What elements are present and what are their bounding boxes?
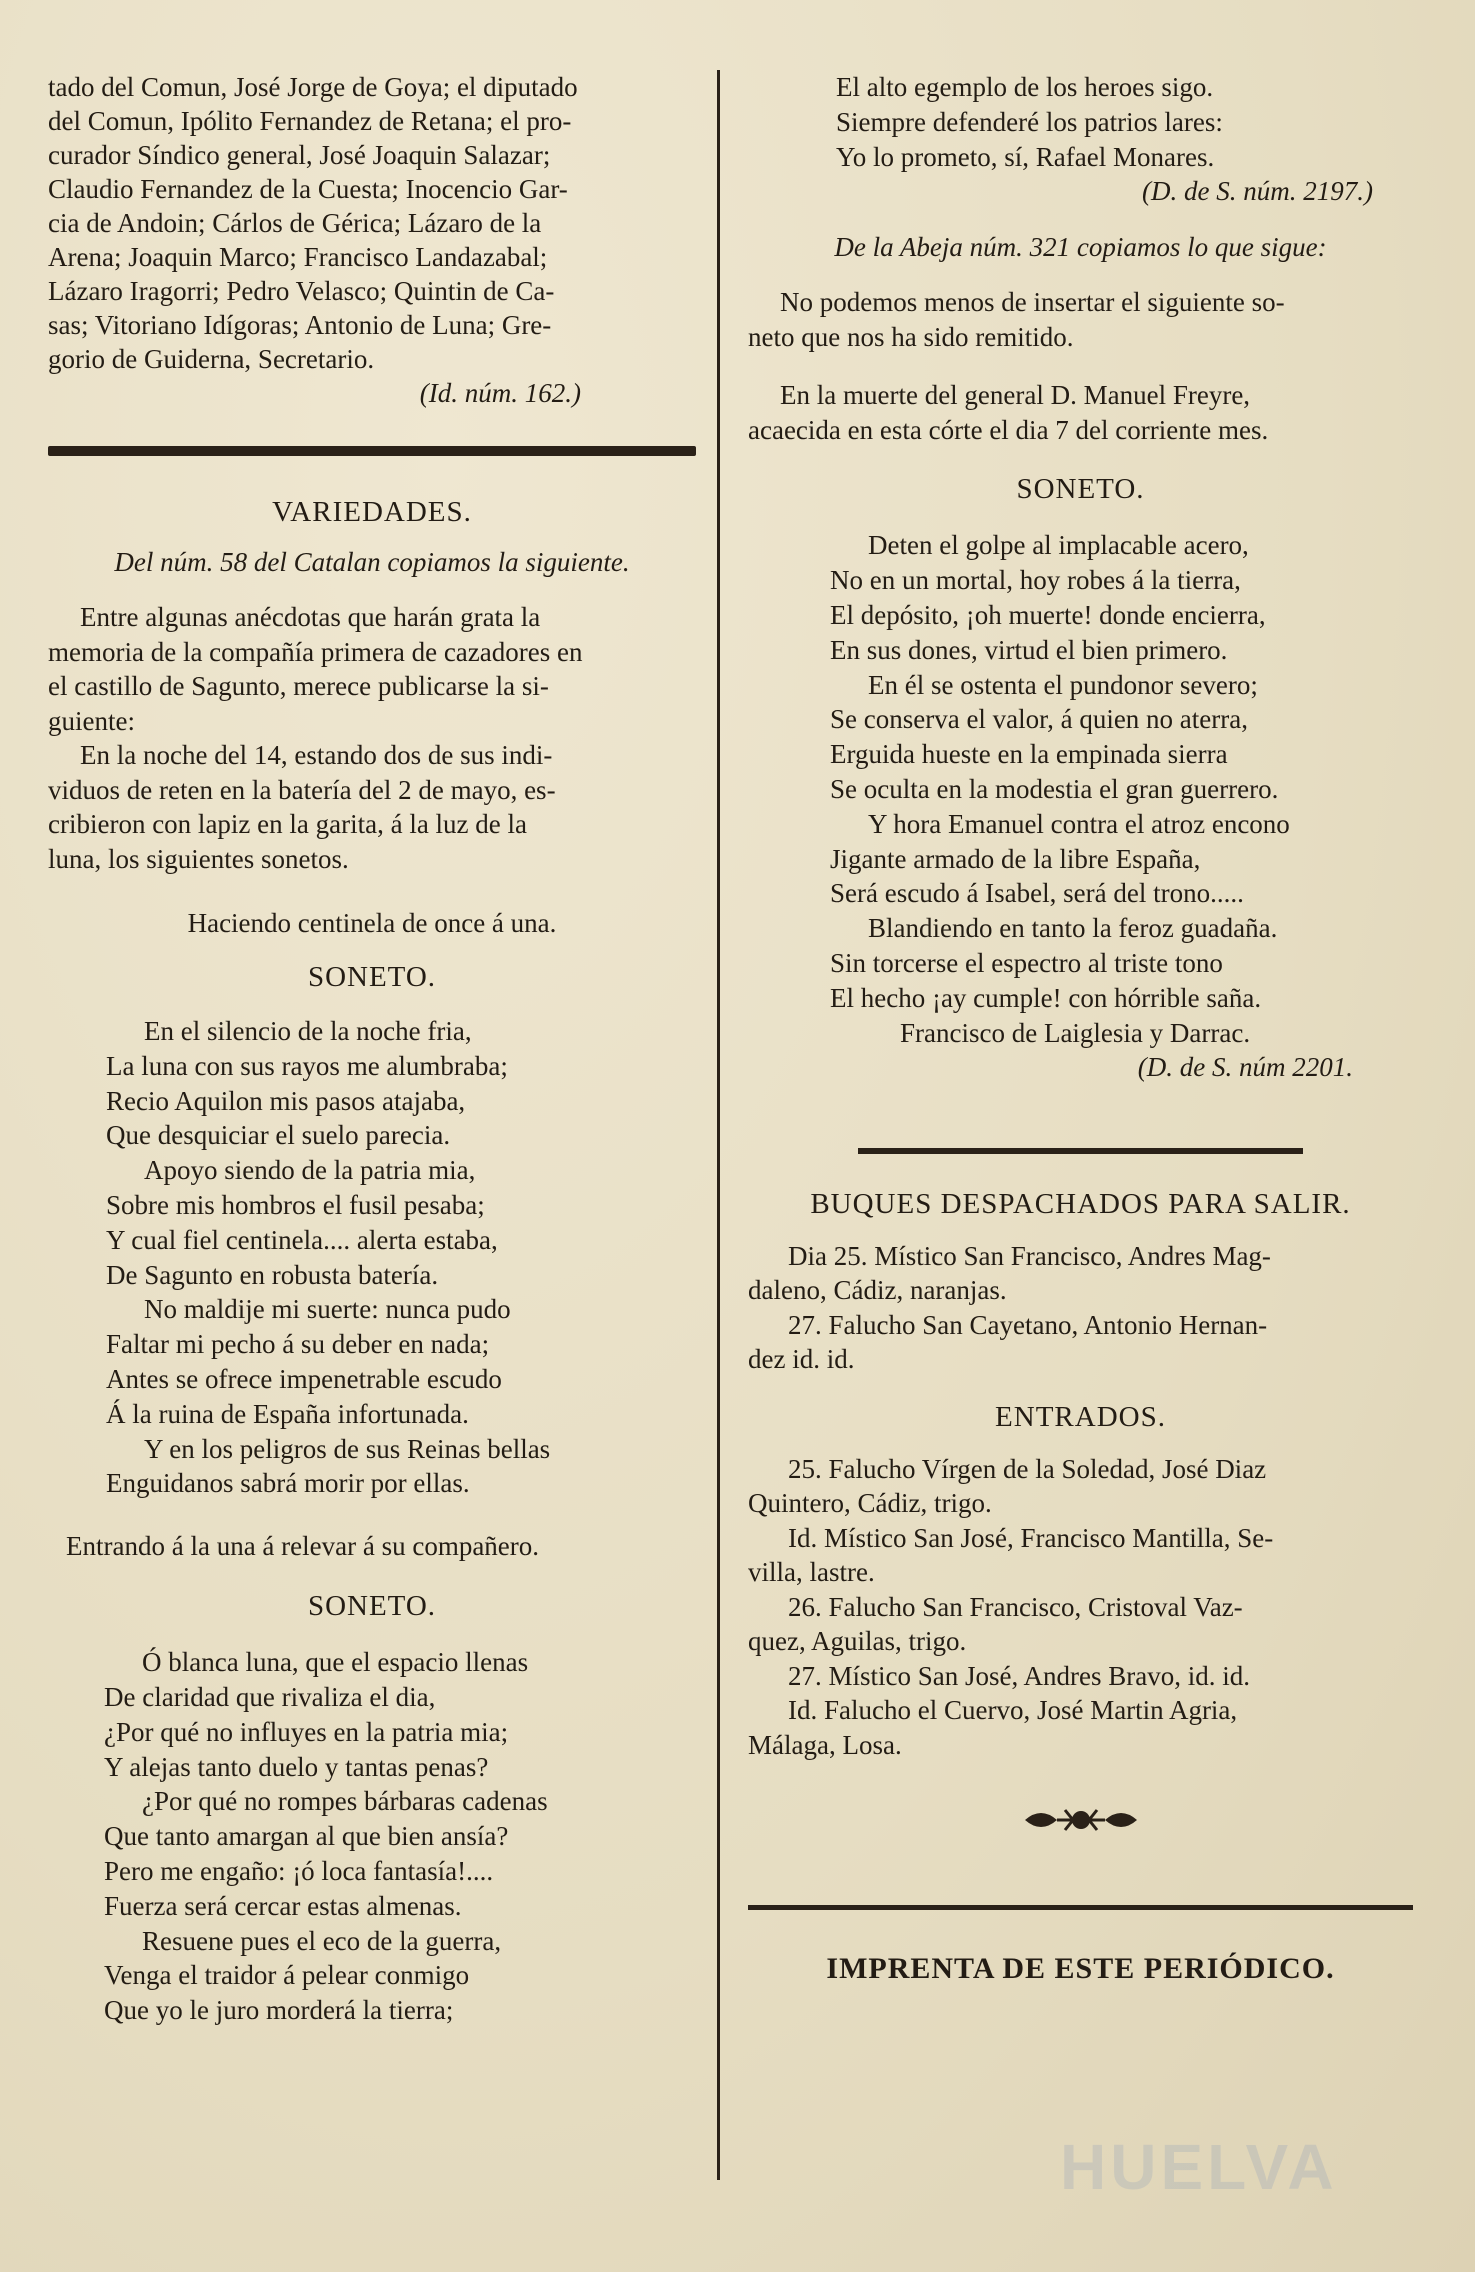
poem-line: Se oculta en la modestia el gran guerrero. xyxy=(830,773,1279,804)
poem-line: ¿Por qué no rompes bárbaras cadenas xyxy=(142,1786,548,1817)
night-paragraph xyxy=(48,738,696,876)
poem-line: Enguidanos sabrá morir por ellas. xyxy=(106,1468,470,1499)
poem-line: Recio Aquilon mis pasos atajaba, xyxy=(106,1085,466,1116)
poem-line: No maldije mi suerte: nunca pudo xyxy=(144,1294,511,1325)
poem-line: Será escudo á Isabel, será del trono..... xyxy=(830,878,1244,909)
poem-line: En sus dones, virtud el bien primero. xyxy=(830,634,1228,665)
text-line: En la noche del 14, estando dos de sus indi- xyxy=(80,740,553,770)
poem-line: Que desquiciar el suelo parecia. xyxy=(106,1120,451,1151)
poem-line: El depósito, ¡oh muerte! donde encierra, xyxy=(830,599,1266,630)
sonnet-citation: (D. de S. núm 2201. xyxy=(1137,1051,1353,1082)
poem-line: De Sagunto en robusta batería. xyxy=(106,1259,439,1290)
ships-rule xyxy=(858,1148,1303,1154)
poem-line: Faltar mi pecho á su deber en nada; xyxy=(106,1329,490,1360)
poem-line: Venga el traidor á pelear conmigo xyxy=(104,1960,470,1991)
left-column xyxy=(48,70,696,2028)
poem-line: No en un mortal, hoy robes á la tierra, xyxy=(830,565,1241,596)
sonnet2-title: SONETO. xyxy=(307,1590,437,1623)
intro-line: sas; Vitoriano Idígoras; Antonio de Luna; Gre- xyxy=(48,310,552,340)
ship-line: Málaga, Losa. xyxy=(748,1729,902,1760)
text-line: luna, los siguientes sonetos. xyxy=(48,843,349,874)
poem-line: Jigante armado de la libre España, xyxy=(830,843,1201,874)
intro-line: tado del Comun, José Jorge de Goya; el diputado xyxy=(48,72,578,102)
ships-dispatched-list xyxy=(748,1239,1413,1377)
poem-line: Apoyo siendo de la patria mia, xyxy=(144,1155,476,1186)
poem-line: En el silencio de la noche fria, xyxy=(144,1016,472,1046)
ships-dispatched-title: BUQUES DESPACHADOS PARA SALIR. xyxy=(810,1187,1351,1220)
poem-line: Que yo le juro morderá la tierra; xyxy=(104,1995,454,2026)
death-paragraph xyxy=(748,378,1413,447)
poem-line: El alto egemplo de los heroes sigo. xyxy=(836,72,1214,102)
top-citation: (D. de S. núm. 2197.) xyxy=(1142,176,1373,207)
poem-line: Y en los peligros de sus Reinas bellas xyxy=(144,1433,551,1464)
poem-line: Y cual fiel centinela.... alerta estaba, xyxy=(106,1224,498,1255)
ornament-fleuron-icon xyxy=(748,1802,1413,1843)
poem-line: Blandiendo en tanto la feroz guadaña. xyxy=(868,913,1278,944)
freyre-sonnet-title: SONETO. xyxy=(1016,473,1145,506)
intro-paragraph xyxy=(48,70,696,376)
text-line: Entre algunas anécdotas que harán grata la xyxy=(80,602,541,632)
intro-line: cia de Andoin; Cárlos de Gérica; Lázaro de la xyxy=(48,208,542,238)
text-line: neto que nos ha sido remitido. xyxy=(748,321,1074,352)
intro-citation: (Id. núm. 162.) xyxy=(419,378,581,408)
sonnet1 xyxy=(48,1014,696,1501)
poem-line: Pero me engaño: ¡ó loca fantasía!.... xyxy=(104,1855,494,1886)
ship-line: quez, Aguilas, trigo. xyxy=(748,1626,967,1657)
sonnet-ending xyxy=(748,70,1413,174)
entered-title: ENTRADOS. xyxy=(995,1400,1166,1433)
poem-line: Ó blanca luna, que el espacio llenas xyxy=(142,1647,529,1678)
poem-line: Siempre defenderé los patrios lares: xyxy=(836,106,1223,137)
intro-line: Lázaro Iragorri; Pedro Velasco; Quintin de Ca- xyxy=(48,276,555,306)
poem-line: De claridad que rivaliza el dia, xyxy=(104,1681,436,1712)
text-line: En la muerte del general D. Manuel Freyre, xyxy=(780,380,1251,411)
right-column xyxy=(748,70,1413,1986)
sonnet1-title: SONETO. xyxy=(307,961,437,993)
poem-line: ¿Por qué no influyes en la patria mia; xyxy=(104,1716,509,1747)
imprint-rule xyxy=(748,1905,1413,1910)
entered-list xyxy=(748,1452,1413,1763)
insert-paragraph xyxy=(748,285,1413,354)
text-line: acaecida en esta córte el dia 7 del corriente mes. xyxy=(748,414,1269,445)
poem-line: Y hora Emanuel contra el atroz encono xyxy=(868,808,1290,839)
poem-line: Sobre mis hombros el fusil pesaba; xyxy=(106,1189,485,1220)
intro-line: curador Síndico general, José Joaquin Salazar; xyxy=(48,140,551,170)
fleuron-icon xyxy=(1021,1802,1141,1838)
poem-line: Yo lo prometo, sí, Rafael Monares. xyxy=(836,141,1215,172)
ship-line: 26. Falucho San Francisco, Cristoval Vaz- xyxy=(788,1591,1243,1622)
abeja-source-line: De la Abeja núm. 321 copiamos lo que sigue: xyxy=(834,232,1327,263)
text-line: cribieron con lapiz en la garita, á la luz de la xyxy=(48,809,528,839)
huelva-watermark xyxy=(1060,2130,1420,2250)
text-line: viduos de reten en la batería del 2 de mayo, es- xyxy=(48,774,556,805)
sonnet2 xyxy=(48,1645,696,2028)
intro-line: Claudio Fernandez de la Cuesta; Inocencio Gar- xyxy=(48,174,568,204)
text-line: guiente: xyxy=(48,705,135,736)
ship-line: villa, lastre. xyxy=(748,1557,875,1588)
poem-line: El hecho ¡ay cumple! con hórrible saña. xyxy=(830,982,1262,1013)
sonnet1-caption: Haciendo centinela de once á una. xyxy=(187,908,557,938)
ship-line: Dia 25. Místico San Francisco, Andres Mag- xyxy=(788,1240,1271,1271)
poem-line: Fuerza será cercar estas almenas. xyxy=(104,1890,462,1921)
text-line: memoria de la compañía primera de cazadores en xyxy=(48,636,583,667)
intro-line: gorio de Guiderna, Secretario. xyxy=(48,344,375,374)
ship-line: 25. Falucho Vírgen de la Soledad, José Diaz xyxy=(788,1453,1267,1484)
text-line: No podemos menos de insertar el siguiente so- xyxy=(780,287,1285,318)
ship-line: 27. Falucho San Cayetano, Antonio Hernan- xyxy=(788,1309,1268,1340)
intro-line: del Comun, Ipólito Fernandez de Retana; el pro- xyxy=(48,106,572,136)
intro-line: Arena; Joaquin Marco; Francisco Landazabal; xyxy=(48,242,548,272)
poem-line: Y alejas tanto duelo y tantas penas? xyxy=(104,1751,489,1782)
poem-line: Que tanto amargan al que bien ansía? xyxy=(104,1821,509,1852)
poem-line: Resuene pues el eco de la guerra, xyxy=(142,1925,502,1956)
column-divider xyxy=(717,70,720,2180)
section-title-variedades: VARIEDADES. xyxy=(272,496,472,528)
imprint: IMPRENTA DE ESTE PERIÓDICO. xyxy=(826,1952,1335,1986)
poem-line: Á la ruina de España infortunada. xyxy=(106,1398,469,1429)
freyre-sonnet xyxy=(748,528,1413,1015)
poem-line: Erguida hueste en la empinada sierra xyxy=(830,739,1228,770)
ship-line: Id. Falucho el Cuervo, José Martin Agria, xyxy=(788,1695,1238,1726)
ship-line: Quintero, Cádiz, trigo. xyxy=(748,1488,992,1519)
watermark-text: HUELVA xyxy=(1060,2131,1338,2203)
poem-line: Se conserva el valor, á quien no aterra, xyxy=(830,704,1248,735)
sonnet2-caption: Entrando á la una á relevar á su compañero. xyxy=(66,1531,540,1562)
poem-line: Antes se ofrece impenetrable escudo xyxy=(106,1363,502,1394)
ship-line: daleno, Cádiz, naranjas. xyxy=(748,1275,1007,1306)
poem-line: Deten el golpe al implacable acero, xyxy=(868,530,1249,561)
ship-line: dez id. id. xyxy=(748,1344,855,1375)
poem-line: En él se ostenta el pundonor severo; xyxy=(868,669,1258,700)
text-line: el castillo de Sagunto, merece publicarse la si- xyxy=(48,671,549,701)
ship-line: Id. Místico San José, Francisco Mantilla, Se- xyxy=(788,1522,1274,1553)
poem-line: Sin torcerse el espectro al triste tono xyxy=(830,947,1223,978)
source-line: Del núm. 58 del Catalan copiamos la siguiente. xyxy=(114,547,630,577)
poem-line: La luna con sus rayos me alumbraba; xyxy=(106,1050,508,1081)
ship-line: 27. Místico San José, Andres Bravo, id. id. xyxy=(788,1660,1250,1691)
anecdote-paragraph xyxy=(48,600,696,738)
section-rule xyxy=(48,446,696,456)
sonnet-author: Francisco de Laiglesia y Darrac. xyxy=(900,1017,1251,1048)
